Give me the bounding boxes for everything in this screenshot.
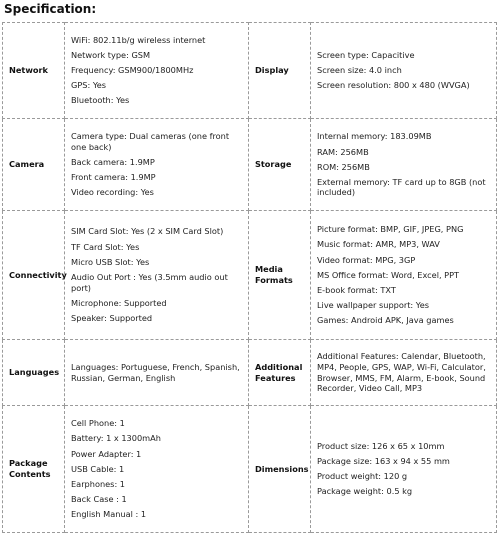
spec-line: Video recording: Yes	[71, 186, 154, 197]
spec-label-additional-features: Additional Features	[249, 340, 311, 406]
spec-line: Back Case : 1	[71, 493, 127, 504]
spec-line: Frequency: GSM900/1800MHz	[71, 65, 194, 76]
spec-line: Audio Out Port : Yes (3.5mm audio out port)	[71, 271, 228, 293]
spec-label-display: Display	[249, 23, 311, 119]
spec-row-languages-features	[3, 340, 497, 406]
spec-line: RAM: 256MB	[317, 146, 369, 157]
spec-values-additional-features	[311, 340, 497, 406]
spec-line: MS Office format: Word, Excel, PPT	[317, 269, 460, 280]
spec-line: Power Adapter: 1	[71, 448, 142, 459]
spec-values-languages	[65, 340, 249, 406]
spec-line: Languages: Portuguese, French, Spanish, Russian, German, English	[71, 361, 240, 383]
spec-values-network	[65, 23, 249, 119]
spec-line: Camera type: Dual cameras (one front one back)	[71, 130, 230, 152]
spec-line: TF Card Slot: Yes	[71, 241, 140, 252]
spec-line: Screen size: 4.0 inch	[317, 65, 402, 76]
spec-label-package-contents: Package Contents	[3, 406, 65, 533]
spec-line: Package size: 163 x 94 x 55 mm	[317, 456, 450, 467]
spec-line: External memory: TF card up to 8GB (not included)	[317, 176, 486, 198]
spec-table	[2, 22, 497, 533]
spec-line: Screen resolution: 800 x 480 (WVGA)	[317, 80, 470, 91]
spec-label-dimensions: Dimensions	[249, 406, 311, 533]
page-title: Specification:	[4, 2, 97, 16]
spec-line: Earphones: 1	[71, 478, 126, 489]
spec-row-network-display	[3, 23, 497, 119]
spec-label-network: Network	[3, 23, 65, 119]
spec-line: Front camera: 1.9MP	[71, 171, 156, 182]
spec-values-package-contents	[65, 406, 249, 533]
spec-line: English Manual : 1	[71, 509, 147, 520]
spec-values-display	[311, 23, 497, 119]
spec-label-camera: Camera	[3, 119, 65, 211]
spec-row-connectivity-media	[3, 211, 497, 340]
spec-values-camera	[65, 119, 249, 211]
spec-line: GPS: Yes	[71, 80, 107, 91]
spec-label-media-formats: Media Formats	[249, 211, 311, 340]
spec-values-connectivity	[65, 211, 249, 340]
spec-line: Picture format: BMP, GIF, JPEG, PNG	[317, 224, 464, 235]
spec-label-languages: Languages	[3, 340, 65, 406]
spec-line: WiFi: 802.11b/g wireless internet	[71, 34, 206, 45]
spec-line: USB Cable: 1	[71, 463, 125, 474]
spec-line: Games: Android APK, Java games	[317, 315, 454, 326]
spec-row-package-dimensions	[3, 406, 497, 533]
spec-line: Battery: 1 x 1300mAh	[71, 433, 161, 444]
spec-label-storage: Storage	[249, 119, 311, 211]
spec-line: Cell Phone: 1	[71, 418, 125, 429]
spec-line: Bluetooth: Yes	[71, 95, 130, 106]
spec-values-storage	[311, 119, 497, 211]
spec-line: Speaker: Supported	[71, 312, 153, 323]
spec-label-connectivity: Connectivity	[3, 211, 65, 340]
spec-line: Live wallpaper support: Yes	[317, 299, 430, 310]
spec-line: Micro USB Slot: Yes	[71, 256, 150, 267]
spec-line: ROM: 256MB	[317, 161, 370, 172]
spec-line: Screen type: Capacitive	[317, 50, 415, 61]
spec-line: Package weight: 0.5 kg	[317, 486, 413, 497]
spec-line: Back camera: 1.9MP	[71, 156, 155, 167]
spec-line: Product size: 126 x 65 x 10mm	[317, 440, 445, 451]
spec-line: Music format: AMR, MP3, WAV	[317, 239, 440, 250]
spec-line: Internal memory: 183.09MB	[317, 131, 432, 142]
spec-line: Video format: MPG, 3GP	[317, 254, 416, 265]
spec-line: Product weight: 120 g	[317, 471, 408, 482]
spec-line: E-book format: TXT	[317, 284, 396, 295]
spec-values-dimensions	[311, 406, 497, 533]
spec-line: SIM Card Slot: Yes (2 x SIM Card Slot)	[71, 226, 224, 237]
spec-values-media-formats	[311, 211, 497, 340]
spec-line: Network type: GSM	[71, 50, 151, 61]
spec-line: Microphone: Supported	[71, 297, 167, 308]
spec-line: Additional Features: Calendar, Bluetooth, MP4, People, GPS, WAP, Wi-Fi, Calculator, Browser, MMS, FM, Alarm, E-book, Sound Recorder, Video Call, MP3	[317, 351, 486, 394]
spec-row-camera-storage	[3, 119, 497, 211]
